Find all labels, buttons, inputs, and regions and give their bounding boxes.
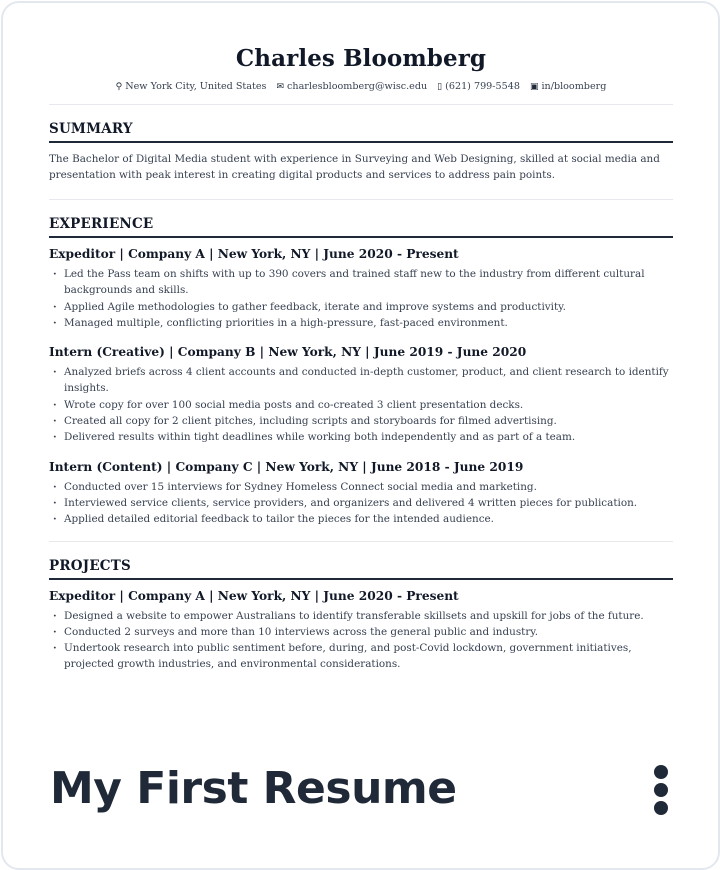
phone-icon: ▯ bbox=[437, 81, 443, 92]
job-bullets bbox=[49, 479, 673, 528]
contact-linkedin bbox=[530, 81, 606, 92]
linkedin-text: in/bloomberg bbox=[541, 81, 607, 92]
bullet-item: · Delivered results within tight deadlines while working both independently and as part of a team. bbox=[49, 429, 673, 445]
more-vertical-icon[interactable] bbox=[649, 761, 673, 819]
contact-email bbox=[276, 81, 427, 92]
experience-heading: EXPERIENCE bbox=[49, 216, 673, 238]
kebab-dot bbox=[654, 783, 668, 797]
job-title: Intern (Content) | Company C | New York, NY | June 2018 - June 2019 bbox=[49, 459, 524, 474]
preview-fade bbox=[49, 683, 673, 711]
bullet-item: · Applied detailed editorial feedback to tailor the pieces for the intended audience. bbox=[49, 511, 673, 527]
experience-divider bbox=[49, 541, 673, 542]
kebab-dot bbox=[654, 765, 668, 779]
bullet-item: · Wrote copy for over 100 social media posts and co-created 3 client presentation decks. bbox=[49, 397, 673, 413]
resume-name: Charles Bloomberg bbox=[235, 45, 487, 72]
job-title: Intern (Creative) | Company B | New York, NY | June 2019 - June 2020 bbox=[49, 345, 527, 360]
summary-divider bbox=[49, 199, 673, 200]
bullet-item: · Interviewed service clients, service providers, and organizers and delivered 4 written pieces for publication. bbox=[49, 495, 673, 511]
bullet-item: · Conducted over 15 interviews for Sydney Homeless Connect social media and marketing. bbox=[49, 479, 673, 495]
job-bullets bbox=[49, 266, 673, 331]
job-bullets bbox=[49, 364, 673, 445]
phone-text: (621) 799-5548 bbox=[445, 81, 520, 92]
contact-line bbox=[49, 81, 673, 92]
bullet-item: · Designed a website to empower Australians to identify transferable skillsets and upskill for jobs of the future. bbox=[49, 608, 673, 624]
email-text: charlesbloomberg@wisc.edu bbox=[287, 81, 428, 92]
map-pin-icon: ⚲ bbox=[115, 81, 123, 92]
bullet-item: · Conducted 2 surveys and more than 10 interviews across the general public and industry. bbox=[49, 624, 673, 640]
kebab-dot bbox=[654, 801, 668, 815]
location-text: New York City, United States bbox=[125, 81, 267, 92]
header-divider bbox=[49, 104, 673, 105]
project-bullets bbox=[49, 608, 673, 673]
resume-card-title[interactable]: My First Resume bbox=[50, 763, 457, 814]
envelope-icon: ✉ bbox=[276, 81, 285, 92]
contact-phone bbox=[437, 81, 520, 92]
projects-heading: PROJECTS bbox=[49, 558, 673, 580]
bullet-item: · Managed multiple, conflicting priorities in a high-pressure, fast-paced environment. bbox=[49, 315, 673, 331]
bullet-item: · Led the Pass team on shifts with up to 390 covers and trained staff new to the industry from different cultural backgrounds and skills. bbox=[49, 266, 673, 299]
bullet-item: · Undertook research into public sentiment before, during, and post-Covid lockdown, government initiatives, projected growth industries, and environmental considerations. bbox=[49, 640, 673, 673]
linkedin-icon: ▣ bbox=[529, 81, 539, 92]
project-title: Expeditor | Company A | New York, NY | June 2020 - Present bbox=[49, 588, 459, 603]
contact-location bbox=[116, 81, 267, 92]
job-title: Expeditor | Company A | New York, NY | June 2020 - Present bbox=[49, 247, 459, 261]
bullet-item: · Applied Agile methodologies to gather feedback, iterate and improve systems and productivity. bbox=[49, 299, 673, 315]
summary-text: The Bachelor of Digital Media student with experience in Surveying and Web Designing, skilled at social media and presentation with peak interest in creating digital products and services to address pain points. bbox=[49, 153, 660, 181]
bullet-item: · Created all copy for 2 client pitches, including scripts and storyboards for filmed advertising. bbox=[49, 413, 673, 429]
summary-heading: SUMMARY bbox=[49, 121, 673, 143]
bullet-item: · Analyzed briefs across 4 client accounts and conducted in-depth customer, product, and client research to identify insights. bbox=[49, 364, 673, 397]
resume-preview[interactable] bbox=[49, 3, 673, 711]
resume-card[interactable] bbox=[1, 1, 720, 870]
